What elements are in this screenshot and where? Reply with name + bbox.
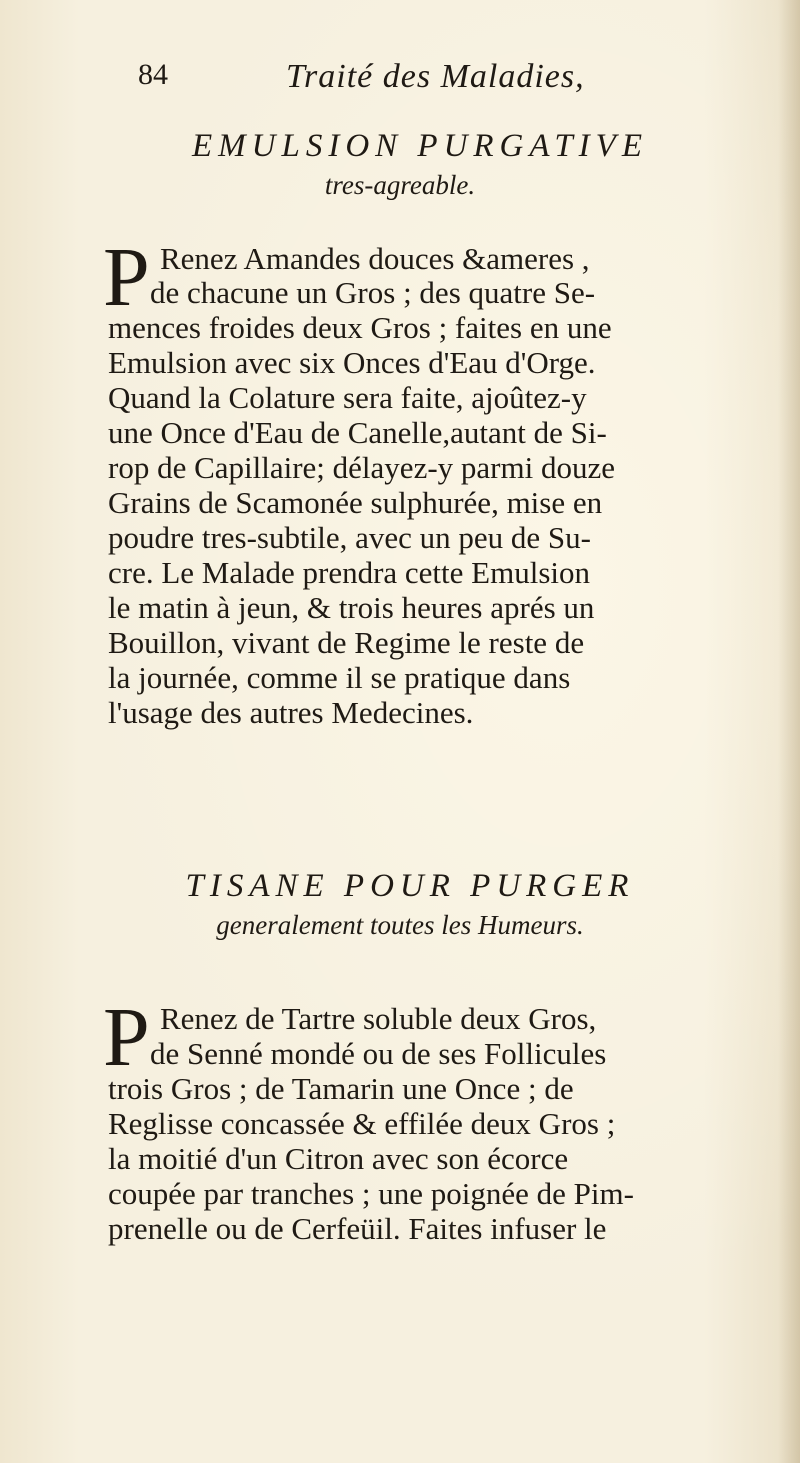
text-line: mences froides deux Gros ; faites en une — [108, 310, 612, 345]
text-line: prenelle ou de Cerfeüil. Faites infuser le — [108, 1211, 607, 1246]
text-line: Bouillon, vivant de Regime le reste de — [108, 625, 585, 660]
text-line: Emulsion avec six Onces d'Eau d'Orge. — [108, 345, 596, 380]
text-line: Reglisse concassée & effilée deux Gros ; — [108, 1106, 616, 1141]
text-line: poudre tres-subtile, avec un peu de Su- — [108, 520, 591, 555]
section-title-tisane: TISANE POUR PURGER — [185, 868, 635, 904]
text-line: la moitié d'un Citron avec son écorce — [108, 1141, 569, 1176]
text-line: une Once d'Eau de Canelle,autant de Si- — [108, 415, 607, 450]
text-line: rop de Capillaire; délayez-y parmi douze — [108, 450, 615, 485]
running-title: Traité des Maladies, — [286, 58, 585, 95]
text-line: Renez Amandes douces &ameres , — [160, 241, 590, 276]
text-line: l'usage des autres Medecines. — [108, 695, 474, 730]
section-title-emulsion: EMULSION PURGATIVE — [192, 128, 648, 164]
text-line: le matin à jeun, & trois heures aprés un — [108, 590, 595, 625]
text-line: cre. Le Malade prendra cette Emulsion — [108, 555, 590, 590]
text-line: trois Gros ; de Tamarin une Once ; de — [108, 1071, 574, 1106]
text-line: Quand la Colature sera faite, ajoûtez-y — [108, 380, 587, 415]
section-subtitle-tisane: generalement toutes les Humeurs. — [216, 910, 584, 940]
running-head — [138, 58, 658, 98]
text-line: de Senné mondé ou de ses Follicules — [150, 1036, 607, 1071]
text-line: Renez de Tartre soluble deux Gros, — [160, 1001, 597, 1036]
text-line: la journée, comme il se pratique dans — [108, 660, 571, 695]
drop-cap: P — [103, 231, 150, 324]
page-edge-shadow — [778, 0, 800, 1463]
text-line: coupée par tranches ; une poignée de Pim- — [108, 1176, 634, 1211]
text-line: de chacune un Gros ; des quatre Se- — [150, 275, 596, 310]
section-subtitle-emulsion: tres-agreable. — [324, 170, 476, 200]
text-line: Grains de Scamonée sulphurée, mise en — [108, 485, 603, 520]
drop-cap: P — [103, 991, 150, 1084]
page-number: 84 — [138, 58, 168, 91]
